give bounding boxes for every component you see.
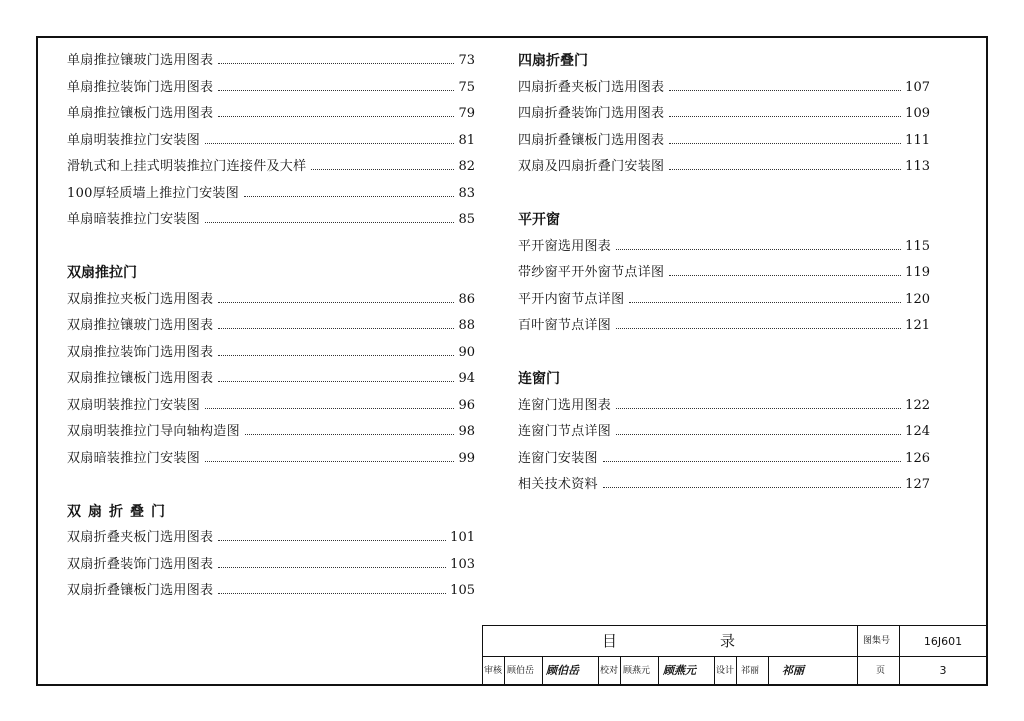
- toc-entry-label: 双扇推拉装饰门选用图表: [67, 344, 214, 360]
- dot-leader: [218, 116, 454, 117]
- spacer: [518, 340, 930, 367]
- divider: [857, 657, 858, 685]
- toc-entry-label: 双扇推拉镶板门选用图表: [67, 371, 214, 386]
- toc-entry-label: 双扇推拉镶玻门选用图表: [67, 318, 214, 333]
- toc-entry-page: 86: [458, 291, 475, 307]
- title-block-row-title: [482, 625, 986, 657]
- title-char-2: 录: [720, 632, 736, 650]
- toc-entry-label: 双扇及四扇折叠门安装图: [518, 159, 665, 174]
- dot-leader: [616, 328, 901, 329]
- toc-entry-page: 120: [905, 291, 930, 307]
- toc-entry-page: 115: [905, 238, 930, 254]
- toc-entry-page: 79: [458, 106, 475, 121]
- toc-entry: [67, 419, 475, 446]
- toc-group-window-door: [518, 393, 930, 499]
- spacer: [67, 234, 475, 261]
- dot-leader: [218, 328, 454, 329]
- section-heading-double-folding: 双扇折叠门: [67, 503, 172, 520]
- toc-entry: [67, 154, 475, 181]
- divider: [542, 657, 543, 685]
- dot-leader: [669, 275, 901, 276]
- toc-entry: [518, 313, 930, 340]
- divider: [736, 657, 737, 685]
- toc-entry-page: 82: [458, 159, 475, 174]
- toc-entry-label: 单扇推拉镶板门选用图表: [67, 106, 214, 121]
- dot-leader: [603, 461, 901, 462]
- toc-entry-label: 连窗门选用图表: [518, 397, 612, 413]
- toc-entry: [67, 101, 475, 128]
- toc-entry-page: 107: [905, 79, 930, 95]
- toc-entry-label: 四扇折叠镶板门选用图表: [518, 132, 665, 148]
- toc-right-column: [518, 48, 930, 499]
- design-label: 设计: [716, 666, 735, 676]
- dot-leader: [218, 567, 446, 568]
- divider: [598, 657, 599, 685]
- reviewer-signature: 顾伯岳: [546, 664, 579, 677]
- toc-entry: [518, 75, 930, 102]
- toc-entry: [67, 340, 475, 367]
- check-label: 校对: [600, 666, 619, 676]
- toc-group-double-sliding: [67, 287, 475, 473]
- toc-entry: [67, 552, 475, 579]
- toc-entry-page: 122: [905, 397, 930, 413]
- reviewer-name: 顾伯岳: [507, 666, 535, 676]
- atlas-number: 16J601: [923, 635, 963, 648]
- toc-entry-label: 单扇推拉镶玻门选用图表: [67, 53, 214, 68]
- toc-entry-page: 85: [458, 212, 475, 227]
- dot-leader: [218, 90, 454, 91]
- toc-entry-page: 121: [905, 318, 930, 333]
- toc-entry-label: 平开内窗节点详图: [518, 291, 625, 307]
- toc-entry-page: 109: [905, 106, 930, 121]
- toc-entry-label: 双扇明装推拉门导向轴构造图: [67, 424, 240, 439]
- divider: [768, 657, 769, 685]
- dot-leader: [245, 434, 455, 435]
- dot-leader: [205, 461, 454, 462]
- dot-leader: [218, 63, 454, 64]
- toc-entry-label: 双扇暗装推拉门安装图: [67, 450, 201, 466]
- toc-entry: [67, 75, 475, 102]
- dot-leader: [205, 143, 454, 144]
- divider: [714, 657, 715, 685]
- dot-leader: [218, 593, 446, 594]
- dot-leader: [629, 302, 901, 303]
- toc-entry: [67, 207, 475, 234]
- toc-entry: [67, 578, 475, 605]
- title-block: [482, 587, 986, 684]
- toc-entry-label: 单扇推拉装饰门选用图表: [67, 79, 214, 95]
- dot-leader: [218, 381, 454, 382]
- dot-leader: [205, 222, 454, 223]
- toc-entry-page: 90: [458, 344, 475, 360]
- designer-signature: 祁丽: [782, 664, 804, 677]
- toc-entry-page: 96: [458, 397, 475, 413]
- toc-entry-label: 相关技术资料: [518, 477, 598, 492]
- page-number: 3: [939, 664, 947, 677]
- dot-leader: [616, 408, 901, 409]
- dot-leader: [218, 302, 454, 303]
- toc-entry-label: 双扇折叠装饰门选用图表: [67, 556, 214, 572]
- toc-entry: [518, 472, 930, 499]
- toc-entry: [518, 128, 930, 155]
- toc-entry-page: 119: [905, 265, 930, 280]
- toc-entry-page: 98: [458, 424, 475, 439]
- toc-entry: [67, 366, 475, 393]
- toc-entry-page: 127: [905, 477, 930, 492]
- spacer: [518, 181, 930, 208]
- toc-entry: [518, 419, 930, 446]
- toc-entry-page: 83: [458, 185, 475, 201]
- toc-left-column: [67, 48, 475, 605]
- checker-name: 顾燕元: [623, 666, 651, 676]
- toc-entry: [67, 446, 475, 473]
- dot-leader: [669, 90, 901, 91]
- toc-entry-label: 双扇推拉夹板门选用图表: [67, 291, 214, 307]
- toc-entry: [67, 313, 475, 340]
- dot-leader: [616, 434, 901, 435]
- page-label: 页: [876, 666, 886, 676]
- toc-entry-page: 124: [905, 424, 930, 439]
- toc-entry: [518, 446, 930, 473]
- toc-entry: [518, 393, 930, 420]
- toc-entry: [518, 234, 930, 261]
- toc-entry-page: 113: [905, 159, 930, 174]
- toc-entry: [67, 181, 475, 208]
- divider: [658, 657, 659, 685]
- toc-entry-label: 带纱窗平开外窗节点详图: [518, 265, 665, 280]
- toc-entry-label: 四扇折叠装饰门选用图表: [518, 106, 665, 121]
- toc-entry: [518, 101, 930, 128]
- divider: [857, 626, 858, 657]
- dot-leader: [311, 169, 454, 170]
- toc-entry-label: 四扇折叠夹板门选用图表: [518, 79, 665, 95]
- toc-entry: [67, 287, 475, 314]
- toc-group-casement-window: [518, 234, 930, 340]
- dot-leader: [669, 143, 901, 144]
- toc-entry: [67, 48, 475, 75]
- toc-entry-label: 双扇明装推拉门安装图: [67, 397, 201, 413]
- dot-leader: [244, 196, 454, 197]
- toc-entry-label: 滑轨式和上挂式明装推拉门连接件及大样: [67, 159, 307, 174]
- toc-entry-page: 81: [458, 132, 475, 148]
- section-heading-casement-window: 平开窗: [518, 212, 560, 228]
- review-label: 审核: [484, 666, 503, 676]
- atlas-no-label: 图集号: [863, 636, 891, 646]
- toc-entry-label: 百叶窗节点详图: [518, 318, 612, 333]
- toc-group-double-folding: [67, 525, 475, 605]
- toc-entry-page: 73: [458, 53, 475, 68]
- toc-entry-label: 100厚轻质墙上推拉门安装图: [67, 185, 240, 201]
- dot-leader: [218, 355, 454, 356]
- title-char-1: 目: [602, 632, 618, 650]
- toc-entry-label: 连窗门安装图: [518, 450, 598, 466]
- toc-entry-page: 105: [450, 583, 475, 598]
- toc-entry-label: 单扇明装推拉门安装图: [67, 132, 201, 148]
- toc-entry-page: 103: [450, 556, 475, 572]
- toc-entry: [518, 260, 930, 287]
- toc-entry-label: 双扇折叠夹板门选用图表: [67, 530, 214, 545]
- section-heading-window-door: 连窗门: [518, 371, 560, 387]
- toc-group-single-sliding: [67, 48, 475, 234]
- dot-leader: [669, 116, 901, 117]
- toc-entry: [67, 393, 475, 420]
- toc-entry-page: 99: [458, 450, 475, 466]
- toc-entry-page: 101: [450, 530, 475, 545]
- toc-entry-page: 111: [905, 132, 930, 148]
- checker-signature: 顾燕元: [663, 664, 696, 677]
- toc-group-four-folding: [518, 75, 930, 181]
- dot-leader: [205, 408, 454, 409]
- dot-leader: [616, 249, 901, 250]
- toc-entry: [67, 525, 475, 552]
- toc-entry-page: 94: [458, 371, 475, 386]
- toc-entry-page: 75: [458, 79, 475, 95]
- title-block-row-signatures: [482, 656, 986, 685]
- toc-entry: [518, 154, 930, 181]
- divider: [504, 657, 505, 685]
- spacer: [67, 472, 475, 499]
- toc-entry-label: 连窗门节点详图: [518, 424, 612, 439]
- section-heading-double-sliding: 双扇推拉门: [67, 265, 137, 281]
- toc-entry-label: 双扇折叠镶板门选用图表: [67, 583, 214, 598]
- toc-entry: [67, 128, 475, 155]
- toc-entry-page: 88: [458, 318, 475, 333]
- divider: [620, 657, 621, 685]
- toc-entry-label: 平开窗选用图表: [518, 238, 612, 254]
- dot-leader: [669, 169, 901, 170]
- dot-leader: [218, 540, 446, 541]
- toc-entry-label: 单扇暗装推拉门安装图: [67, 212, 201, 227]
- dot-leader: [603, 487, 901, 488]
- toc-entry-page: 126: [905, 450, 930, 466]
- toc-entry: [518, 287, 930, 314]
- designer-name: 祁丽: [741, 666, 760, 676]
- section-heading-four-folding: 四扇折叠门: [518, 53, 588, 69]
